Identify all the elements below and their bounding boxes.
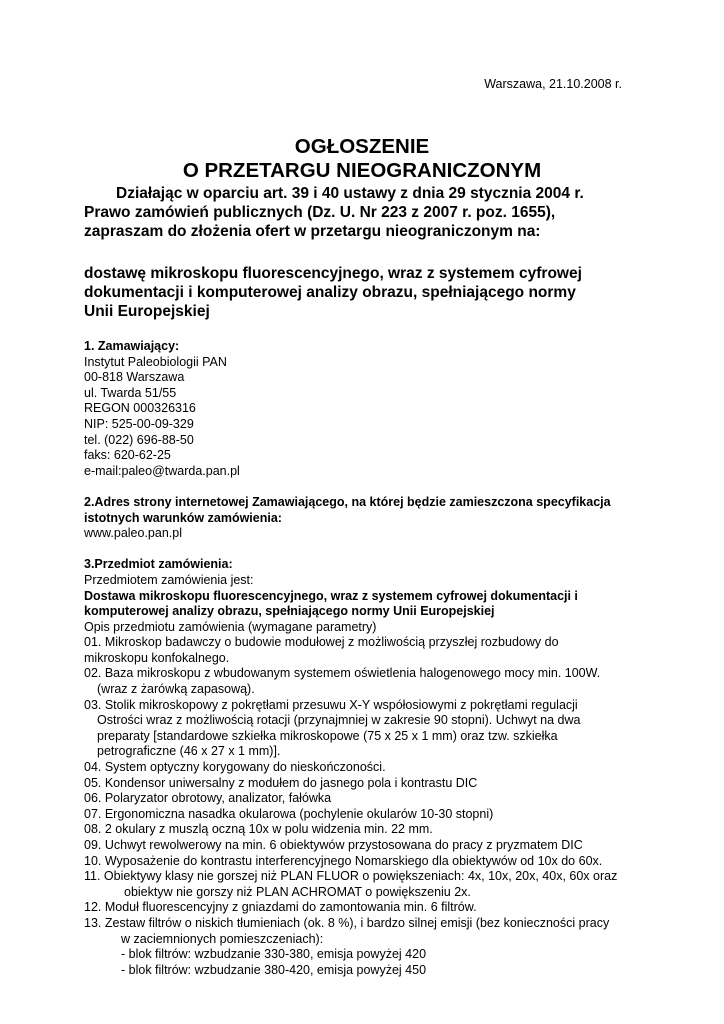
spec-item: 07. Ergonomiczna nasadka okularowa (pochylenie okularów 10-30 stopni) <box>84 806 494 821</box>
intro-line: Działając w oparciu art. 39 i 40 ustawy z dnia 29 stycznia 2004 r. <box>116 185 584 202</box>
spec-item: 08. 2 okulary z muszlą oczną 10x w polu widzenia min. 22 mm. <box>84 822 433 837</box>
spec-item: (wraz z żarówką zapasową). <box>97 682 255 697</box>
title-line: OGŁOSZENIE <box>294 135 430 158</box>
contact-line: REGON 000326316 <box>84 401 196 416</box>
intro-line: zapraszam do złożenia ofert w przetargu nieograniczonym na: <box>84 223 541 240</box>
spec-item: 06. Polaryzator obrotowy, analizator, fałówka <box>84 791 332 806</box>
spec-item: obiektyw nie gorszy niż PLAN ACHROMAT o powiększeniu 2x. <box>124 884 471 899</box>
spec-item: 11. Obiektywy klasy nie gorszej niż PLAN FLUOR o powiększeniach: 4x, 10x, 20x, 40x, 60x oraz <box>84 869 618 884</box>
contact-email: e-mail:paleo@twarda.pan.pl <box>84 463 240 478</box>
intro-paragraph <box>84 184 644 241</box>
spec-item: 09. Uchwyt rewolwerowy na min. 6 obiektywów przystosowana do pracy z pryzmatem DIC <box>84 838 583 852</box>
intro-line: Prawo zamówień publicznych (Dz. U. Nr 223 z 2007 r. poz. 1655), <box>84 204 556 221</box>
title-line: O PRZETARGU NIEOGRANICZONYM <box>182 159 542 182</box>
section-heading: 3.Przedmiot zamówienia: <box>84 557 233 572</box>
order-subject: komputerowej analizy obrazu, spełniającego normy Unii Europejskiej <box>84 604 495 619</box>
website-url: www.paleo.pan.pl <box>84 526 182 541</box>
subject-paragraph <box>84 264 644 321</box>
section-heading: 1. Zamawiający: <box>84 339 180 353</box>
subject-line: dostawę mikroskopu fluorescencyjnego, wraz z systemem cyfrowej <box>84 265 582 282</box>
document-body <box>84 339 664 978</box>
spec-item: 12. Moduł fluorescencyjny z gniazdami do zamontowania min. 6 filtrów. <box>84 900 477 915</box>
contact-line: 00-818 Warszawa <box>84 370 185 385</box>
spec-item: 02. Baza mikroskopu z wbudowanym systemem oświetlenia halogenowego mocy min. 100W. <box>84 666 601 681</box>
spec-item: w zaciemnionych pomieszczeniach): <box>121 931 324 946</box>
spec-item: preparaty [standardowe szkiełka mikroskopowe (75 x 25 x 1 mm) oraz tzw. szkiełka <box>97 728 558 743</box>
spec-item: 13. Zestaw filtrów o niskich tłumieniach (ok. 8 %), i bardzo silnej emisji (bez konieczności pracy <box>84 915 610 930</box>
contact-line: faks: 620-62-25 <box>84 448 171 463</box>
contact-line: NIP: 525-00-09-329 <box>84 416 194 431</box>
subject-line: Unii Europejskiej <box>84 303 210 320</box>
section-lead: Przedmiotem zamówienia jest: <box>84 572 254 587</box>
section-heading: istotnych warunków zamówienia: <box>84 510 282 525</box>
subject-line: dokumentacji i komputerowej analizy obrazu, spełniającego normy <box>84 284 576 301</box>
contact-line: tel. (022) 696-88-50 <box>84 432 194 447</box>
spec-item: - blok filtrów: wzbudzanie 380-420, emisja powyżej 450 <box>121 962 427 977</box>
document-title <box>0 135 724 183</box>
spec-caption: Opis przedmiotu zamówienia (wymagane parametry) <box>84 619 377 634</box>
spec-item: - blok filtrów: wzbudzanie 330-380, emisja powyżej 420 <box>121 947 427 962</box>
spec-item: 05. Kondensor uniwersalny z modułem do jasnego pola i kontrastu DIC <box>84 775 478 790</box>
section-heading: 2.Adres strony internetowej Zamawiającego, na której będzie zamieszczona specyfikacja <box>84 494 611 509</box>
document-date: Warszawa, 21.10.2008 r. <box>484 77 622 91</box>
contact-line: Instytut Paleobiologii PAN <box>84 354 227 369</box>
spec-item: 10. Wyposażenie do kontrastu interferencyjnego Nomarskiego dla obiektywów od 10x do 60x. <box>84 853 603 868</box>
contact-line: ul. Twarda 51/55 <box>84 385 177 400</box>
spec-item: 01. Mikroskop badawczy o budowie modułowej z możliwością przyszłej rozbudowy do <box>84 635 559 650</box>
order-subject: Dostawa mikroskopu fluorescencyjnego, wraz z systemem cyfrowej dokumentacji i <box>84 588 578 603</box>
spec-item: 04. System optyczny korygowany do nieskończoności. <box>84 760 386 775</box>
spec-item: petrograficzne (46 x 27 x 1 mm)]. <box>97 744 281 759</box>
spec-item: 03. Stolik mikroskopowy z pokrętłami przesuwu X-Y współosiowymi z pokrętłami regulacji <box>84 697 578 712</box>
spec-item: Ostrości wraz z możliwością rotacji (przynajmniej w zakresie 90 stopni). Uchwyt na dwa <box>97 713 581 728</box>
spec-item: mikroskopu konfokalnego. <box>84 650 230 665</box>
